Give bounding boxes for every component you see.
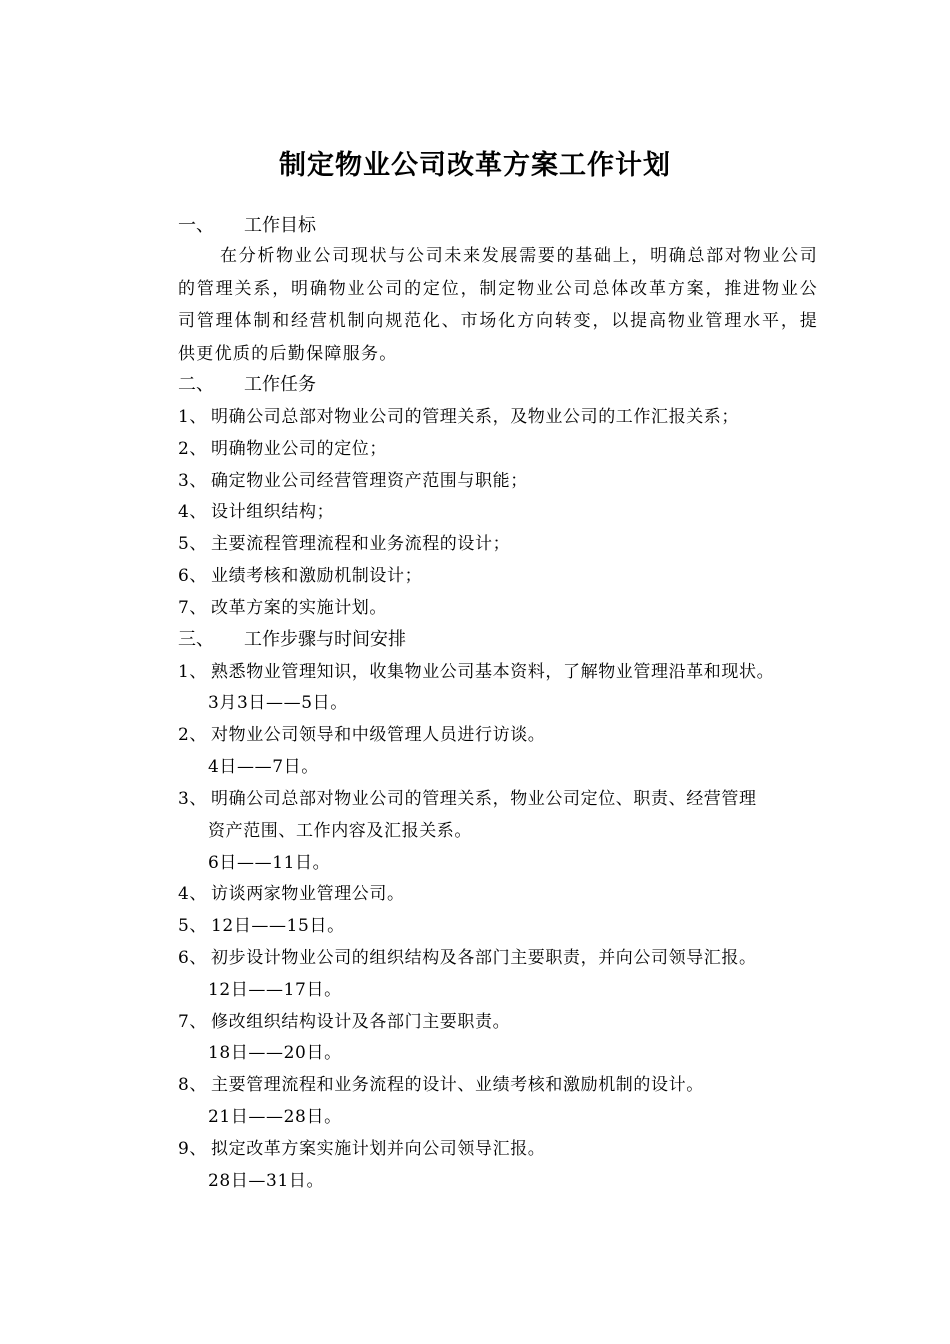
item-time: 4日——7日。 [208, 757, 319, 777]
list-item [178, 403, 739, 431]
item-number: 1、 [178, 662, 208, 682]
item-number: 8、 [178, 1075, 208, 1095]
list-item [178, 498, 334, 526]
list-item [178, 912, 345, 940]
list-item [178, 658, 774, 686]
item-text: 主要流程管理流程和业务流程的设计； [211, 534, 511, 554]
list-item [178, 721, 545, 749]
item-number: 2、 [178, 439, 208, 459]
item-text: 拟定改革方案实施计划并向公司领导汇报。 [211, 1139, 546, 1159]
item-text: 熟悉物业管理知识，收集物业公司基本资料，了解物业管理沿革和现状。 [211, 662, 775, 682]
item-time: 18日——20日。 [208, 1043, 342, 1063]
section-heading-schedule [178, 626, 406, 654]
item-text: 业绩考核和激励机制设计； [211, 566, 423, 586]
section-title: 工作任务 [244, 374, 316, 395]
document-title: 制定物业公司改革方案工作计划 [279, 150, 671, 181]
item-text: 明确公司总部对物业公司的管理关系，物业公司定位、职责、经营管理 [211, 789, 757, 809]
list-item [178, 1071, 704, 1099]
item-number: 5、 [178, 916, 208, 936]
section-number: 二、 [178, 374, 214, 395]
section-title: 工作步骤与时间安排 [244, 629, 406, 650]
list-item [178, 1008, 510, 1036]
item-number: 3、 [178, 471, 208, 491]
section-title: 工作目标 [244, 215, 316, 236]
section-number: 三、 [178, 629, 214, 650]
item-time: 12日——17日。 [208, 980, 342, 1000]
goals-paragraph: 在分析物业公司现状与公司未来发展需要的基础上，明确总部对物业公司的管理关系，明确物业公司的定位，制定物业公司总体改革方案，推进物业公司管理体制和经营机制向规范化、市场化方向转变，以提高物业管理水平，提供更优质的后勤保障服务。 [178, 246, 818, 364]
list-item [178, 435, 387, 463]
item-text: 设计组织结构； [211, 502, 335, 522]
item-text: 对物业公司领导和中级管理人员进行访谈。 [211, 725, 546, 745]
list-item [178, 467, 528, 495]
item-text: 修改组织结构设计及各部门主要职责。 [211, 1012, 511, 1032]
list-item [178, 562, 422, 590]
list-item [178, 785, 757, 813]
item-text: 明确公司总部对物业公司的管理关系，及物业公司的工作汇报关系； [211, 407, 739, 427]
item-text: 12日——15日。 [211, 916, 345, 936]
item-number: 2、 [178, 725, 208, 745]
item-time: 3月3日——5日。 [208, 693, 348, 713]
item-text: 改革方案的实施计划。 [211, 598, 387, 618]
item-time: 21日——28日。 [208, 1107, 342, 1127]
item-text: 访谈两家物业管理公司。 [211, 884, 405, 904]
item-number: 7、 [178, 598, 208, 618]
item-number: 3、 [178, 789, 208, 809]
item-number: 1、 [178, 407, 208, 427]
item-number: 7、 [178, 1012, 208, 1032]
section-number: 一、 [178, 215, 214, 236]
item-number: 9、 [178, 1139, 208, 1159]
item-time: 6日——11日。 [208, 853, 331, 873]
item-number: 4、 [178, 884, 208, 904]
list-item [178, 594, 387, 622]
item-text: 明确物业公司的定位； [211, 439, 387, 459]
item-number: 6、 [178, 948, 208, 968]
item-text: 确定物业公司经营管理资产范围与职能； [211, 471, 528, 491]
list-item [178, 880, 405, 908]
item-number: 4、 [178, 502, 208, 522]
list-item [178, 530, 510, 558]
list-item [178, 1135, 545, 1163]
item-number: 6、 [178, 566, 208, 586]
item-text: 初步设计物业公司的组织结构及各部门主要职责，并向公司领导汇报。 [211, 948, 757, 968]
section-heading-tasks [178, 371, 316, 399]
item-continuation: 资产范围、工作内容及汇报关系。 [208, 821, 472, 841]
section-heading-goals [178, 212, 316, 240]
item-time: 28日—31日。 [208, 1171, 325, 1191]
list-item [178, 944, 757, 972]
item-text: 主要管理流程和业务流程的设计、业绩考核和激励机制的设计。 [211, 1075, 704, 1095]
item-number: 5、 [178, 534, 208, 554]
